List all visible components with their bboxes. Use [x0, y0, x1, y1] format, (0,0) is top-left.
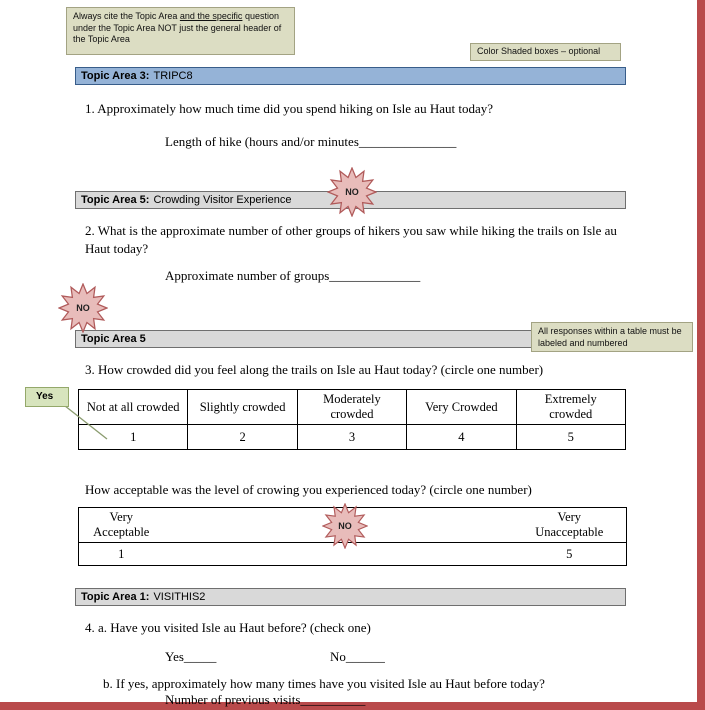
question-4b-blank: Number of previous visits__________: [165, 692, 366, 707]
yes-note-callout: [25, 387, 69, 407]
table-label-note-callout: [531, 322, 693, 352]
question-2-text: 2. What is the approximate number of other groups of hikers you saw while hiking the trails on Isle au Haut today?: [85, 223, 617, 256]
topic-area-1-value: VISITHIS2: [153, 591, 206, 603]
topic-area-1-bar: [75, 588, 626, 606]
question-4a-yes-blank: Yes_____: [165, 649, 217, 664]
crowding-header-cell: [188, 390, 297, 425]
acceptability-right-header-text: Very Unacceptable: [535, 510, 604, 539]
crowding-header-text: Not at all crowded: [86, 399, 180, 414]
acceptability-right-value-cell: 5: [566, 546, 573, 561]
page-edge-right: [697, 0, 705, 710]
crowding-table-value-row: [79, 425, 626, 450]
crowding-value-cell: 5: [516, 425, 625, 450]
topic-area-3-value: TRIPC8: [153, 70, 193, 82]
question-1-text: 1. Approximately how much time did you spend hiking on Isle au Haut today?: [85, 101, 493, 116]
no-stamp: [58, 283, 108, 333]
topic-area-3-label: Topic Area 3:: [81, 70, 150, 82]
yes-note-text: Yes: [36, 391, 54, 402]
topic-area-3-bar: [75, 67, 626, 85]
cite-note-callout: [66, 7, 295, 55]
crowding-header-text: Moderately crowded: [323, 392, 381, 421]
question-4a-no-blank: No______: [330, 649, 385, 664]
crowding-table-header-row: [79, 390, 626, 425]
question-4b-text: b. If yes, approximately how many times have you visited Isle au Haut before today?: [103, 676, 545, 691]
no-stamp: [327, 167, 377, 217]
crowding-header-cell: [297, 390, 406, 425]
crowding-value-cell: 3: [297, 425, 406, 450]
topic-area-5-label: Topic Area 5:: [81, 194, 150, 206]
question-2-blank: Approximate number of groups______________: [165, 268, 421, 283]
topic-area-1-label: Topic Area 1:: [81, 591, 150, 603]
crowding-value-cell: 4: [407, 425, 516, 450]
crowding-header-text: Slightly crowded: [199, 399, 286, 414]
table-label-note-text: All responses within a table must be labeled and numbered: [538, 326, 682, 348]
topic-area-5-value: Crowding Visitor Experience: [153, 194, 292, 206]
crowding-table: [78, 389, 626, 450]
question-1-blank: Length of hike (hours and/or minutes_______________: [165, 134, 457, 149]
crowding-header-cell: [407, 390, 516, 425]
acceptability-left-value-cell: 1: [118, 546, 125, 561]
acceptability-left-header-text: Very Acceptable: [93, 510, 150, 539]
color-shaded-note-callout: [470, 43, 621, 61]
no-stamp-label: NO: [76, 303, 90, 313]
no-stamp-label: NO: [338, 521, 352, 531]
question-3-text: 3. How crowded did you feel along the trails on Isle au Haut today? (circle one number): [85, 362, 544, 377]
question-3b-text: How acceptable was the level of crowing you experienced today? (circle one number): [85, 482, 532, 497]
question-4a-text: 4. a. Have you visited Isle au Haut before? (check one): [85, 620, 371, 635]
no-stamp-label: NO: [345, 187, 359, 197]
acceptability-left-header-cell: [79, 508, 164, 543]
crowding-value-cell: 2: [188, 425, 297, 450]
crowding-header-cell: [516, 390, 625, 425]
color-shaded-note-text: Color Shaded boxes – optional: [477, 46, 601, 56]
topic-area-5b-label: Topic Area 5: [81, 333, 146, 345]
crowding-header-text: Extremely crowded: [544, 392, 597, 421]
crowding-header-text: Very Crowded: [425, 399, 498, 414]
acceptability-right-header-cell: [513, 508, 627, 543]
cite-note-part1: Always cite the Topic Area: [73, 11, 180, 21]
cite-note-underlined: and the specific: [179, 11, 243, 21]
crowding-value-cell: 1: [79, 425, 188, 450]
no-stamp: [322, 503, 368, 549]
cite-note-part3: question under the Topic Area NOT just the general header of the Topic Area: [73, 11, 282, 45]
